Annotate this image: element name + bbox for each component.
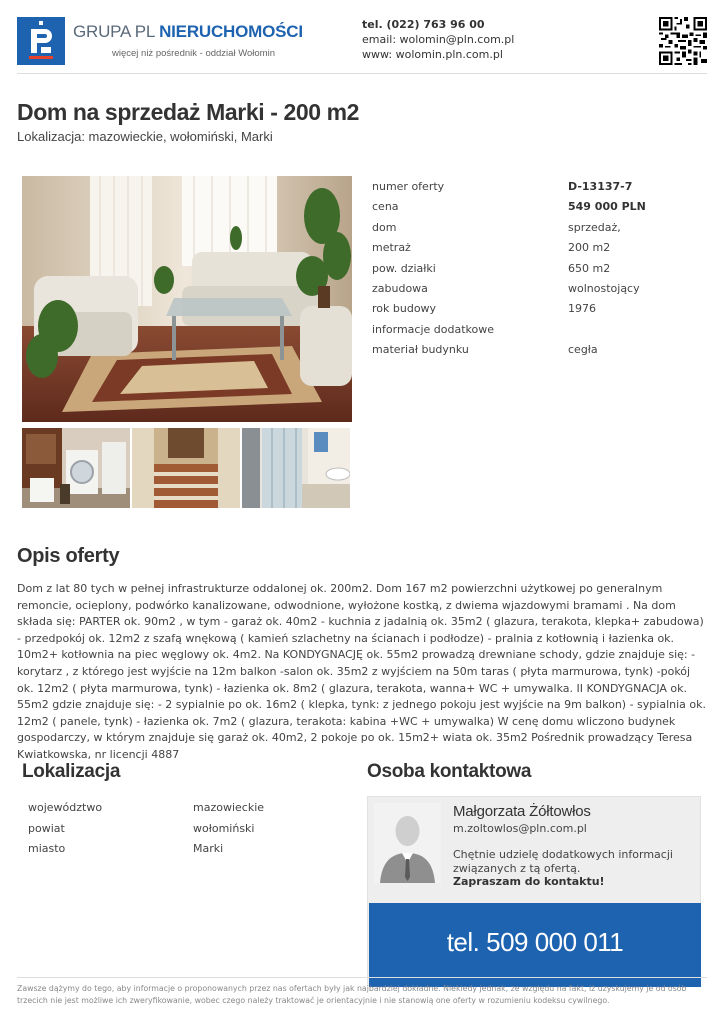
company-logo bbox=[17, 17, 65, 65]
agent-phone-banner[interactable] bbox=[369, 903, 701, 987]
location-row: miasto Marki bbox=[28, 842, 224, 855]
description-heading: Opis oferty bbox=[17, 545, 120, 567]
agent-phone[interactable]: tel. 509 000 011 bbox=[446, 927, 624, 957]
location-row: województwo mazowieckie bbox=[28, 801, 265, 814]
detail-row: pow. działki 650 m2 bbox=[372, 261, 611, 275]
detail-row: materiał budynku cegła bbox=[372, 343, 598, 357]
thumbnail-stairs[interactable] bbox=[132, 428, 240, 508]
description-text: Dom z lat 80 tych w pełnej infrastrukturze oddalonej ok. 200m2. Dom 167 m2 powierzchni użytkowej po generalnym remoncie, ocieplony, podwórko kanalizowane, odwodnione, wyłożone kostką, z dwiema wjazdowymi bramami . Na dom składa się: PARTER ok. 90m2 , w tym - garaż ok. 40m2 - kuchnia z jadalnią ok. 35m2 ( glazura, terakota, klepka+ zabudowa) - przedpokój ok. 12m2 z szafą wnękową ( kamień szlachetny na ścianach i podłodze) - pralnia z kotłownią i łazienka ok. 10m2+ kotłownia na piec węglowy ok. 4m2. Na KONDYGNACJĘ ok. 55m2 prowadzą drewniane schody, gdzie znajduje się: - korytarz , z którego jest wyjście na 12m balkon -salon ok. 35m2 z wyjściem na 50m taras ( płyta marmurowa, tynk) -pokój ok. 12m2 ( płyta marmurowa, tynk) - łazienka ok. 8m2 ( glazura, terakota, wanna+ WC + umywalka. II KONDYGNACJA ok. 55m2 gdzie znajduje się: - 2 sypialnie po ok. 16m2 ( klepka, tynk: z jednego pokoju jest wyjście na 9m balkon) - sypialnia ok. 12m2 ( panele, tynk) - łazienka ok. 7m2 ( glazura, terakota: kabina +WC + umywalka) W cenę domu wliczono budynek gospodarczy, w którym znajduje się garaż ok. 40m2, 2 pokoje po ok. 15m2+ wiata ok. 35m2 Pośrednik prowadzący Teresa Kwiatkowska, nr licencji 4887 bbox=[17, 582, 706, 761]
detail-row: zabudowa wolnostojący bbox=[372, 281, 640, 295]
contact-card bbox=[367, 796, 701, 986]
agent-avatar bbox=[374, 803, 441, 883]
detail-row: metraż 200 m2 bbox=[372, 241, 611, 255]
office-website[interactable]: www: wolomin.pln.com.pl bbox=[362, 48, 503, 61]
disclaimer-text: Zawsze dążymy do tego, aby informacje o proponowanych przez nas ofertach były jak najbardziej dokładne. Niekiedy jednak, ze względu na fakt, iż uzyskujemy je od osób trzecich nie jest możliwe ich zweryfikowanie, wobec czego należy traktować je orientacyjnie i nie stanowią one oferty w rozumieniu kodeksu cywilnego. bbox=[17, 984, 687, 1005]
footer-divider bbox=[17, 977, 707, 978]
main-photo[interactable] bbox=[22, 176, 352, 422]
contact-heading: Osoba kontaktowa bbox=[367, 761, 532, 782]
office-phone[interactable]: tel. (022) 763 96 00 bbox=[362, 18, 485, 31]
detail-row: numer oferty D-13137-7 bbox=[372, 180, 633, 193]
listing-location: Lokalizacja: mazowieckie, wołomiński, Marki bbox=[17, 129, 273, 144]
agent-message: Chętnie udzielę dodatkowych informacji związanych z tą ofertą. Zapraszam do kontaktu! bbox=[453, 848, 673, 888]
detail-row: dom sprzedaż, bbox=[372, 220, 621, 234]
detail-row: rok budowy 1976 bbox=[372, 302, 596, 316]
agent-name: Małgorzata Żółtowłos bbox=[453, 803, 591, 820]
offer-details bbox=[372, 178, 712, 362]
office-contact bbox=[362, 17, 514, 62]
header-divider bbox=[17, 73, 707, 74]
location-table bbox=[28, 799, 328, 861]
location-row: powiat wołomiński bbox=[28, 821, 255, 835]
offer-price: 549 000 PLN bbox=[568, 200, 646, 214]
thumbnail-laundry[interactable] bbox=[22, 428, 130, 508]
detail-row: cena 549 000 PLN bbox=[372, 200, 646, 214]
qr-code-icon bbox=[659, 17, 707, 65]
thumbnail-bathroom[interactable] bbox=[242, 428, 350, 508]
listing-title: Dom na sprzedaż Marki - 200 m2 bbox=[17, 99, 360, 125]
agent-email[interactable]: m.zoltowlos@pln.com.pl bbox=[453, 822, 587, 835]
offer-number: D-13137-7 bbox=[568, 180, 633, 193]
office-email[interactable]: email: wolomin@pln.com.pl bbox=[362, 33, 515, 46]
brand-name: GRUPA PL NIERUCHOMOŚCI bbox=[73, 22, 303, 41]
detail-row: informacje dodatkowe bbox=[372, 322, 495, 336]
page-header bbox=[0, 0, 725, 74]
location-heading: Lokalizacja bbox=[22, 761, 121, 782]
brand-tagline: więcej niż pośrednik - oddział Wołomin bbox=[112, 48, 275, 59]
